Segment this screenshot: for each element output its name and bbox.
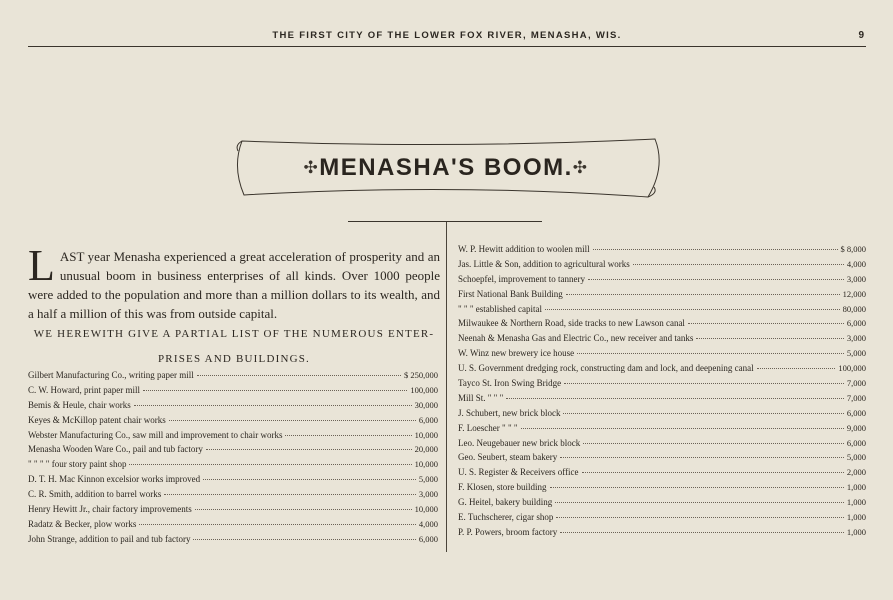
list-item xyxy=(28,459,438,474)
enterprise-name: J. Schubert, new brick block xyxy=(458,407,561,418)
enterprise-list-left xyxy=(28,370,438,549)
investment-amount: 30,000 xyxy=(414,399,438,410)
list-item xyxy=(458,393,866,408)
enterprise-name: Tayco St. Iron Swing Bridge xyxy=(458,378,562,389)
investment-amount: 3,000 xyxy=(846,333,866,344)
list-item xyxy=(28,430,438,445)
banner-title-line xyxy=(230,154,662,182)
enterprise-name: W. P. Hewitt addition to woolen mill xyxy=(458,244,590,254)
enterprise-name: Webster Manufacturing Co., saw mill and improvement to chair works xyxy=(28,429,283,440)
header-title: THE FIRST CITY OF THE LOWER FOX RIVER, MENASHA, WIS. xyxy=(272,30,622,41)
list-item xyxy=(28,504,438,519)
investment-amount: 1,000 xyxy=(846,497,866,508)
dot-leader xyxy=(577,353,844,354)
dot-leader xyxy=(560,457,844,458)
enterprise-name: Bemis & Heule, chair works xyxy=(28,399,131,410)
enterprise-name: Gilbert Manufacturing Co., writing paper mill xyxy=(28,370,194,380)
dot-leader xyxy=(582,472,844,473)
list-item xyxy=(28,474,438,489)
investment-amount: 5,000 xyxy=(846,452,866,463)
dot-leader xyxy=(206,449,412,450)
investment-amount: 5,000 xyxy=(846,348,866,359)
dot-leader xyxy=(143,390,407,391)
investment-amount: 1,000 xyxy=(846,482,866,493)
investment-amount: 100,000 xyxy=(410,384,438,395)
dot-leader xyxy=(164,494,416,495)
investment-amount: 2,000 xyxy=(846,467,866,478)
investment-amount: 10,000 xyxy=(414,504,438,515)
list-item xyxy=(28,519,438,534)
enterprise-name: John Strange, addition to pail and tub factory xyxy=(28,533,191,544)
investment-amount: 100,000 xyxy=(838,363,866,374)
dot-leader xyxy=(285,435,411,436)
enterprise-name: Radatz & Becker, plow works xyxy=(28,518,137,529)
investment-amount: 4,000 xyxy=(418,518,438,529)
dot-leader xyxy=(197,375,401,376)
intro-paragraph xyxy=(28,241,440,323)
investment-amount: 3,000 xyxy=(846,273,866,284)
enterprise-name: Neenah & Menasha Gas and Electric Co., new receiver and tanks xyxy=(458,333,694,344)
enterprise-name: F. Loescher " " " xyxy=(458,422,518,433)
investment-amount: 6,000 xyxy=(846,437,866,448)
dot-leader xyxy=(195,509,412,510)
enterprise-name: Mill St. " " " xyxy=(458,392,504,403)
investment-amount: 9,000 xyxy=(846,422,866,433)
list-item xyxy=(458,497,866,512)
drop-cap: L xyxy=(28,241,55,290)
dot-leader xyxy=(506,398,844,399)
dot-leader xyxy=(550,487,844,488)
investment-amount: 6,000 xyxy=(418,414,438,425)
investment-amount: 5,000 xyxy=(418,474,438,485)
enterprise-name: Henry Hewitt Jr., chair factory improvements xyxy=(28,504,192,515)
intro-text: AST year Menasha experienced a great acceleration of prosperity and an unusual boom in business enterprises of all kinds. Over 1000 people were added to the population and more than a million dollars to its wealth, and a half a million of this was from outside capital. xyxy=(28,249,440,321)
list-item xyxy=(458,259,866,274)
list-item xyxy=(458,333,866,348)
investment-amount: 12,000 xyxy=(842,288,866,299)
enterprise-name: C. W. Howard, print paper mill xyxy=(28,384,140,395)
dot-leader xyxy=(521,428,844,429)
list-item xyxy=(458,408,866,423)
page-number: 9 xyxy=(858,30,864,41)
list-item xyxy=(458,348,866,363)
dot-leader xyxy=(556,517,844,518)
enterprise-name: Milwaukee & Northern Road, side tracks to new Lawson canal xyxy=(458,318,685,329)
list-item xyxy=(458,274,866,289)
dot-leader xyxy=(588,279,844,280)
dot-leader xyxy=(757,368,836,369)
enterprise-name: W. Winz new brewery ice house xyxy=(458,348,575,359)
investment-amount: 6,000 xyxy=(418,533,438,544)
list-item xyxy=(28,400,438,415)
enterprise-name: E. Tuchscherer, cigar shop xyxy=(458,512,554,523)
section-rule xyxy=(348,221,542,222)
investment-amount: $ 8,000 xyxy=(840,244,866,254)
dot-leader xyxy=(688,323,844,324)
investment-amount: 3,000 xyxy=(418,489,438,500)
enterprise-name: Menasha Wooden Ware Co., pail and tub factory xyxy=(28,444,203,455)
title-banner xyxy=(230,137,662,199)
list-item xyxy=(458,512,866,527)
dot-leader xyxy=(633,264,844,265)
dot-leader xyxy=(203,479,416,480)
dot-leader xyxy=(134,405,412,406)
enterprise-name: Jas. Little & Son, addition to agricultural works xyxy=(458,258,630,269)
enterprise-name: Leo. Neugebauer new brick block xyxy=(458,437,581,448)
running-header xyxy=(28,30,866,47)
investment-amount: 10,000 xyxy=(414,459,438,470)
enterprise-name: G. Heitel, bakery building xyxy=(458,497,553,508)
list-item xyxy=(458,482,866,497)
article-title: MENASHA'S BOOM. xyxy=(319,154,573,181)
dot-leader xyxy=(583,443,844,444)
investment-amount: 4,000 xyxy=(846,258,866,269)
list-item xyxy=(28,385,438,400)
investment-amount: 1,000 xyxy=(846,512,866,523)
ornament-left-icon: ✣ xyxy=(303,158,320,177)
list-item xyxy=(458,289,866,304)
dot-leader xyxy=(566,294,840,295)
enterprise-name: " " " established capital xyxy=(458,303,542,314)
dot-leader xyxy=(564,383,844,384)
enterprise-name: C. R. Smith, addition to barrel works xyxy=(28,489,162,500)
investment-amount: 6,000 xyxy=(846,318,866,329)
enterprise-name: First National Bank Building xyxy=(458,288,563,299)
enterprise-list-right xyxy=(458,244,866,542)
list-item xyxy=(458,423,866,438)
dot-leader xyxy=(593,249,838,250)
investment-amount: 1,000 xyxy=(846,526,866,537)
list-item xyxy=(28,489,438,504)
enterprise-name: Geo. Seubert, steam bakery xyxy=(458,452,558,463)
enterprise-name: Keyes & McKillop patent chair works xyxy=(28,414,166,425)
enterprise-name: Schoepfel, improvement to tannery xyxy=(458,273,585,284)
investment-amount: 6,000 xyxy=(846,407,866,418)
list-item xyxy=(458,304,866,319)
dot-leader xyxy=(545,309,840,310)
investment-amount: 20,000 xyxy=(414,444,438,455)
investment-amount: 7,000 xyxy=(846,378,866,389)
investment-amount: 80,000 xyxy=(842,303,866,314)
list-item xyxy=(458,527,866,542)
enterprise-name: D. T. H. Mac Kinnon excelsior works improved xyxy=(28,474,201,485)
list-item xyxy=(458,452,866,467)
enterprise-name: F. Klosen, store building xyxy=(458,482,547,493)
dot-leader xyxy=(139,524,416,525)
list-item xyxy=(28,534,438,549)
dot-leader xyxy=(169,420,416,421)
list-item xyxy=(458,378,866,393)
investment-amount: $ 250,000 xyxy=(404,370,438,380)
ornament-right-icon: ✣ xyxy=(572,158,589,177)
dot-leader xyxy=(696,338,843,339)
list-item xyxy=(458,244,866,259)
dot-leader xyxy=(129,464,411,465)
list-item xyxy=(458,363,866,378)
enterprise-name: U. S. Register & Receivers office xyxy=(458,467,579,478)
enterprise-name: " " " " four story paint shop xyxy=(28,459,127,470)
dot-leader xyxy=(560,532,844,533)
dot-leader xyxy=(555,502,844,503)
list-item xyxy=(458,467,866,482)
list-item xyxy=(28,444,438,459)
list-item xyxy=(28,370,438,385)
enterprise-name: U. S. Government dredging rock, constructing dam and lock, and deepening canal xyxy=(458,363,754,374)
list-item xyxy=(458,438,866,453)
column-divider xyxy=(446,222,447,552)
list-item xyxy=(458,318,866,333)
investment-amount: 10,000 xyxy=(414,429,438,440)
subheading-line-1: WE HEREWITH GIVE A PARTIAL LIST OF THE NUMEROUS ENTER- xyxy=(33,328,435,340)
investment-amount: 7,000 xyxy=(846,392,866,403)
list-item xyxy=(28,415,438,430)
dot-leader xyxy=(563,413,843,414)
list-subheading xyxy=(28,322,440,372)
subheading-line-2: PRISES AND BUILDINGS. xyxy=(157,353,311,365)
dot-leader xyxy=(193,539,415,540)
enterprise-name: P. P. Powers, broom factory xyxy=(458,526,558,537)
